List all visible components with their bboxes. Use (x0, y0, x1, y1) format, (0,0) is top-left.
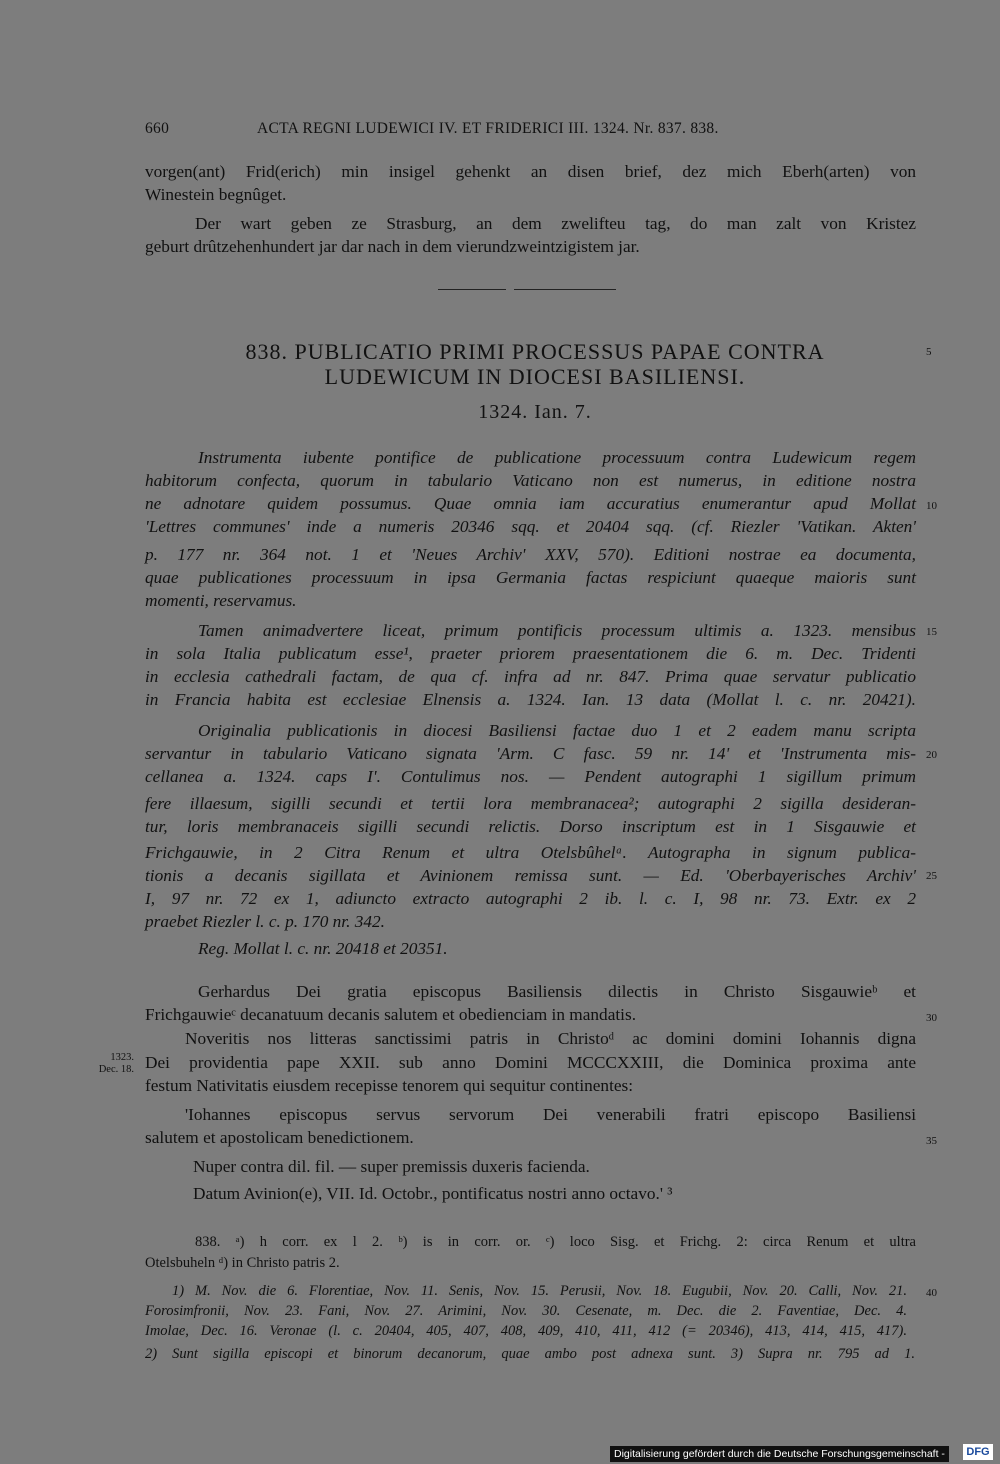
intro-line: Reg. Mollat l. c. nr. 20418 et 20351. (198, 939, 448, 958)
text-line: Der wart geben ze Strasburg, an dem zwelifteu tag, do man zalt von Kristez (195, 214, 916, 233)
document-date: 1324. Ian. 7. (478, 401, 592, 423)
running-header (145, 120, 915, 138)
intro-line: Originalia publicationis in diocesi Basiliensi factae duo 1 et 2 eadem manu scripta (198, 721, 916, 740)
document-title: 838. PUBLICATIO PRIMI PROCESSUS PAPAE CONTRA (245, 339, 825, 364)
intro-line: Frichgauwie, in 2 Citra Renum et ultra Otelsbûhelᵃ. Autographa in signum publica- (145, 843, 916, 862)
footnote: 1) M. Nov. die 6. Florentiae, Nov. 11. Senis, Nov. 15. Perusii, Nov. 18. Eugubii, Nov. 20. Calli, Nov. 21. (172, 1283, 907, 1299)
variant-note: 838. ᵃ) h corr. ex l 2. ᵇ) is in corr. or. ᶜ) loco Sisg. et Frichg. 2: circa Renum et ultra (195, 1234, 916, 1250)
intro-line: ne adnotare quidem possumus. Quae omnia iam accuratius enumerantur apud Mollat (145, 494, 916, 513)
divider (438, 289, 506, 290)
footnote: 2) Sunt sigilla episcopi et binorum decanorum, quae ambo post adnexa sunt. 3) Supra nr. 795 ad 1. (145, 1346, 915, 1362)
intro-line: servantur in tabulario Vaticano signata 'Arm. C fasc. 59 nr. 14' et 'Instrumenta mis- (145, 744, 916, 763)
text-line: Frichgauwieᶜ decanatuum decanis salutem et obedienciam in mandatis. (145, 1005, 637, 1024)
line-number: 5 (926, 346, 932, 358)
intro-line: momenti, reservamus. (145, 591, 297, 610)
running-title: ACTA REGNI LUDEWICI IV. ET FRIDERICI III. 1324. Nr. 837. 838. (257, 120, 719, 137)
intro-line: in Francia habita est ecclesiae Elnensis a. 1324. Ian. 13 data (Mollat l. c. nr. 20421). (145, 690, 916, 709)
line-number: 25 (926, 870, 937, 882)
dfg-logo: DFG (963, 1444, 993, 1460)
intro-line: praebet Riezler l. c. p. 170 nr. 342. (145, 912, 385, 931)
line-number: 10 (926, 500, 937, 512)
text-line: geburt drûtzehenhundert jar dar nach in dem vierundzweintzigistem jar. (145, 237, 640, 256)
page-number: 660 (145, 120, 170, 137)
intro-line: tur, loris membranaceis sigilli secundi relictis. Dorso inscriptum est in 1 Sisgauwie et (145, 817, 916, 836)
intro-line: 'Lettres communes' inde a numeris 20346 sqq. et 20404 sqq. (cf. Riezler 'Vatikan. Akten' (145, 517, 916, 536)
text-line: Noveritis nos litteras sanctissimi patris in Christoᵈ ac domini domini Iohannis digna (185, 1029, 916, 1048)
text-line: festum Nativitatis eiusdem recepisse tenorem qui sequitur continentes: (145, 1076, 634, 1095)
line-number: 40 (926, 1287, 937, 1299)
text-line: Dei providentia pape XXII. sub anno Domini MCCCXXIII, die Dominica proxima ante (145, 1053, 916, 1072)
footnote: Forosimfronii, Nov. 23. Fani, Nov. 27. Arimini, Nov. 30. Cesenate, m. Dec. die 2. Faventiae, Dec. 4. (145, 1303, 907, 1319)
footnote: Imolae, Dec. 16. Veronae (l. c. 20404, 405, 407, 408, 409, 410, 411, 412 (= 20346), 413, 414, 415, 417). (145, 1323, 907, 1339)
line-number: 35 (926, 1135, 937, 1147)
margin-gloss-date: Dec. 18. (98, 1064, 134, 1075)
text-line: 'Iohannes episcopus servus servorum Dei venerabili fratri episcopo Basiliensi (185, 1105, 916, 1124)
line-number: 30 (926, 1012, 937, 1024)
intro-line: tionis a decanis sigillata et Avinionem remissa sunt. — Ed. 'Oberbayerisches Archiv' (145, 866, 916, 885)
line-number: 20 (926, 749, 937, 761)
intro-line: cellanea a. 1324. caps I'. Contulimus nos. — Pendent autographi 1 sigillum primum (145, 767, 916, 786)
divider (514, 289, 616, 290)
document-title: LUDEWICUM IN DIOCESI BASILIENSI. (324, 364, 746, 389)
text-line: Winestein begnûget. (145, 185, 287, 204)
digitization-credit: Digitalisierung gefördert durch die Deutsche Forschungsgemeinschaft - (610, 1446, 949, 1462)
text-line: vorgen(ant) Frid(erich) min insigel gehenkt an disen brief, dez mich Eberh(arten) von (145, 162, 916, 181)
intro-line: I, 97 nr. 72 ex 1, adiuncto extracto autographi 2 ib. l. c. I, 98 nr. 73. Extr. ex 2 (145, 889, 916, 908)
intro-line: Tamen animadvertere liceat, primum pontificis processum ultimis a. 1323. mensibus (198, 621, 916, 640)
intro-line: fere illaesum, sigilli secundi et tertii lora membranacea²; autographi 2 sigilla desideran- (145, 794, 916, 813)
line-number: 15 (926, 626, 937, 638)
intro-line: Instrumenta iubente pontifice de publicatione processuum contra Ludewicum regem (198, 448, 916, 467)
text-line: Gerhardus Dei gratia episcopus Basiliensis dilectis in Christo Sisgauwieᵇ et (198, 982, 916, 1001)
text-line: Datum Avinion(e), VII. Id. Octobr., pontificatus nostri anno octavo.' ³ (193, 1184, 673, 1203)
text-line: Nuper contra dil. fil. — super premissis duxeris facienda. (193, 1157, 590, 1176)
intro-line: p. 177 nr. 364 not. 1 et 'Neues Archiv' XXV, 570). Editioni nostrae ea documenta, (145, 545, 916, 564)
variant-note: Otelsbuheln ᵈ) in Christo patris 2. (145, 1255, 340, 1271)
intro-line: in sola Italia publicatum esse¹, praeter priorem praesentationem die 6. m. Dec. Tridenti (145, 644, 916, 663)
margin-gloss-year: 1323. (110, 1052, 134, 1063)
text-line: salutem et apostolicam benedictionem. (145, 1128, 414, 1147)
intro-line: habitorum confecta, quorum in tabulario Vaticano non est numerus, in editione nostra (145, 471, 916, 490)
intro-line: quae publicationes processuum in ipsa Germania factas respiciunt quaeque maioris sunt (145, 568, 916, 587)
intro-line: in ecclesia cathedrali factam, de qua cf. infra ad nr. 847. Prima quae servatur publicatio (145, 667, 916, 686)
